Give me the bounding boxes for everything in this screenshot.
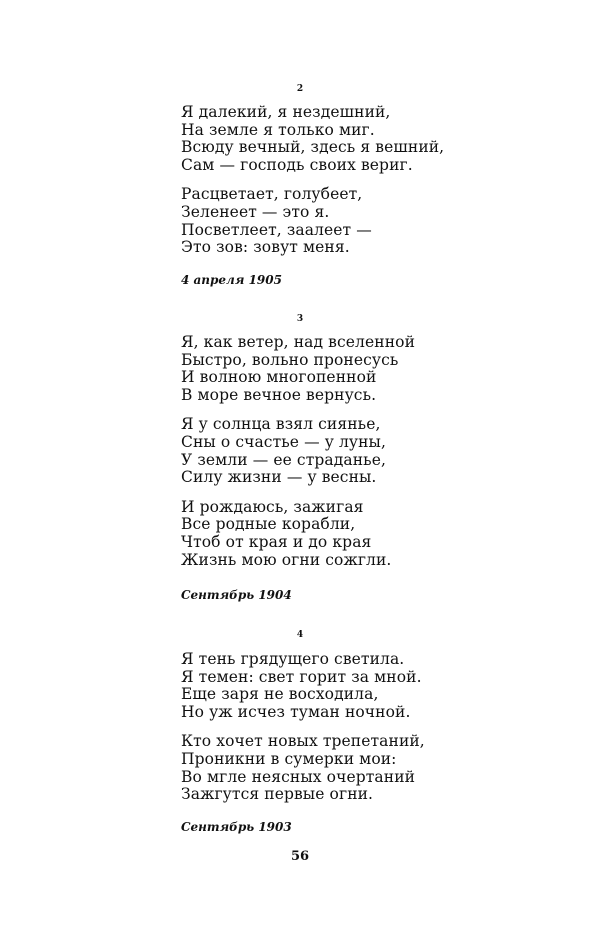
verse-line: Я, как ветер, над вселенной (181, 333, 416, 351)
poem-text (181, 104, 581, 257)
stanza (181, 499, 581, 569)
verse-line: Кто хочет новых трепетаний, (181, 732, 425, 751)
stanza (181, 186, 581, 256)
page-number: 56 (290, 849, 310, 864)
verse-line: Зажгутся первые огни. (181, 785, 374, 804)
stanza (181, 651, 581, 721)
stanza (181, 334, 581, 404)
poem-date: Сентябрь 1904 (181, 588, 292, 602)
poem-date: Сентябрь 1903 (181, 820, 292, 834)
verse-line: Зеленеет — это я. (181, 202, 330, 221)
poem-date: 4 апреля 1905 (181, 273, 282, 287)
verse-line: И рождаюсь, зажигая (181, 497, 364, 516)
verse-line: У земли — ее страданье, (181, 450, 386, 469)
stanza (181, 416, 581, 486)
verse-line: Еще заря не восходила, (181, 685, 379, 704)
verse-line: Быстро, вольно пронесусь (181, 350, 399, 369)
verse-line: И волною многопенной (181, 368, 377, 387)
verse-line: Во мгле неясных очертаний (181, 767, 416, 786)
verse-line: Чтоб от края и до края (181, 532, 372, 551)
poem-number: 3 (296, 314, 304, 324)
stanza (181, 104, 581, 174)
poem-number: 4 (296, 630, 304, 640)
verse-line: Силу жизни — у весны. (181, 468, 377, 487)
poem-text (181, 334, 581, 569)
poem-number: 2 (296, 84, 304, 94)
verse-line: Жизнь мою огни сожгли. (181, 550, 392, 569)
verse-line: На земле я только миг. (181, 120, 375, 139)
poem-text (181, 651, 581, 804)
verse-line: Я далекий, я нездешний, (181, 103, 391, 121)
verse-line: Но уж исчез туман ночной. (181, 702, 411, 721)
verse-line: Всюду вечный, здесь я вешний, (181, 138, 445, 157)
verse-line: Я темен: свет горит за мной. (181, 667, 422, 686)
verse-line: Расцветает, голубеет, (181, 185, 363, 204)
verse-line: Сам — господь своих вериг. (181, 155, 413, 174)
verse-line: Все родные корабли, (181, 515, 356, 534)
verse-line: Я тень грядущего светила. (181, 650, 405, 668)
verse-line: Проникни в сумерки мои: (181, 749, 397, 768)
verse-line: Сны о счастье — у луны, (181, 432, 387, 451)
stanza (181, 733, 581, 803)
verse-line: В море вечное вернусь. (181, 385, 377, 404)
verse-line: Посветлеет, заалеет — (181, 220, 372, 239)
verse-line: Я у солнца взял сиянье, (181, 415, 381, 434)
verse-line: Это зов: зовут меня. (181, 238, 350, 257)
